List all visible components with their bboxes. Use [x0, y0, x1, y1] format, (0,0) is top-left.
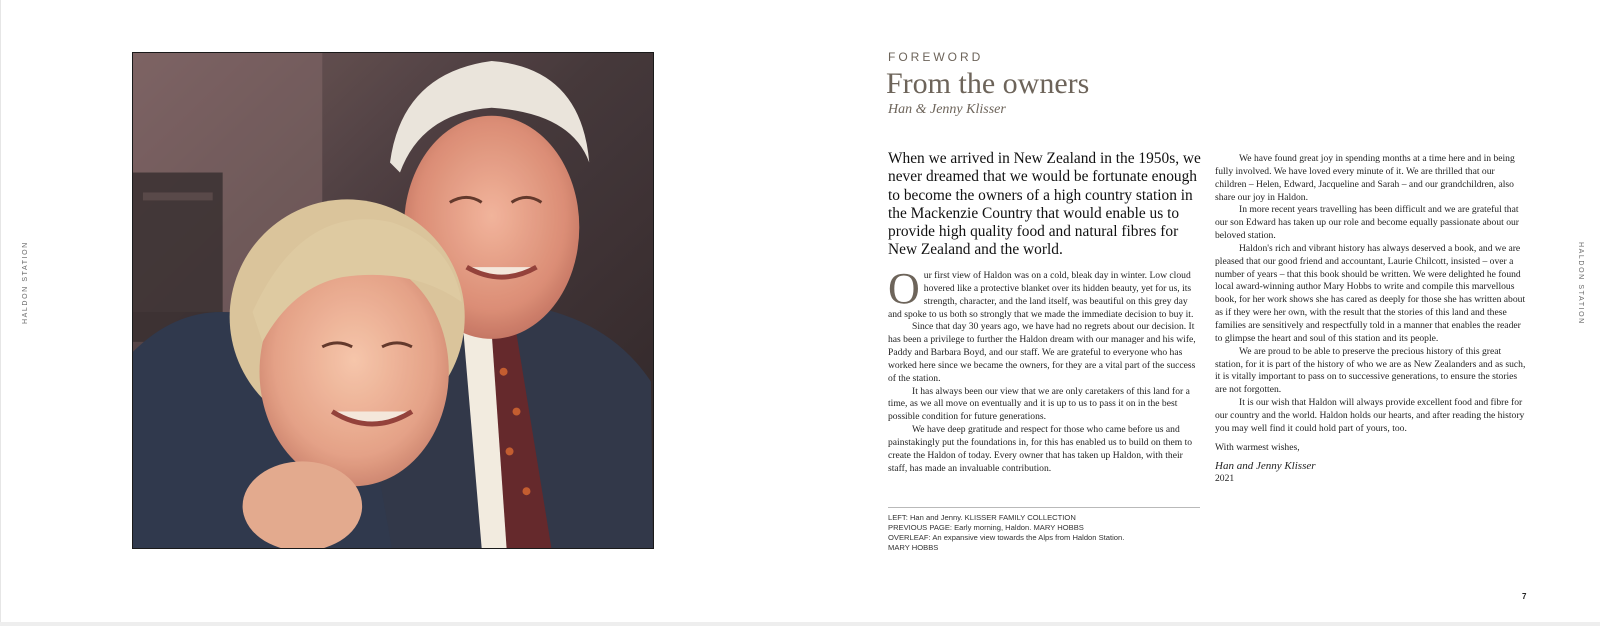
page-number: 7	[1522, 592, 1527, 601]
body-paragraph: We have deep gratitude and respect for those who came before us and painstakingly put the foundations in, for this has enabled us to build on them to create the Haldon of today. Every owner that has taken up Haldon, with their staff, has made an invaluable contribution.	[888, 424, 1193, 474]
byline: Han & Jenny Klisser	[888, 102, 1006, 117]
caption-divider	[888, 507, 1200, 508]
photo-illustration	[133, 53, 653, 548]
page-edge	[0, 0, 1, 626]
right-running-head: HALDON STATION	[1577, 241, 1584, 325]
caption-line: OVERLEAF: An expansive view towards the Alps from Haldon Station.	[888, 533, 1125, 542]
page-bottom-edge	[0, 622, 1600, 626]
signature-year: 2021	[1215, 473, 1235, 485]
closing-line: With warmest wishes,	[1215, 441, 1300, 453]
owners-photo	[132, 52, 654, 549]
body-paragraph: It has always been our view that we are only caretakers of this land for a time, as we all move on eventually and it is up to us to pass it on in the best possible condition for future generations.	[888, 385, 1190, 423]
body-paragraph: We are proud to be able to preserve the precious history of this great station, for it is part of the history of who we are as New Zealanders and as such, it is vitally important to pass on to successive generations, to ensure the stories are not forgotten.	[1215, 345, 1526, 396]
caption-line: MARY HOBBS	[888, 543, 939, 552]
page-title: From the owners	[886, 67, 1090, 100]
drop-cap: O	[888, 264, 920, 313]
section-kicker: FOREWORD	[888, 50, 984, 64]
body-paragraph: Haldon's rich and vibrant history has always deserved a book, and we are pleased that our good friend and accountant, Laurie Chilcott, insisted – over a number of years – that this book should be written. We were delighted he found local award-winning author Mary Hobbs to write and compile this marvellous book, for her work shows she has cared as deeply for those she has written about as if they were her own, with the result that the stories of this land and these families are sensitively and respectfully told in a manner that enables the reader to glimpse the heart and soul of this station and its people.	[1215, 242, 1526, 344]
body-paragraph: It is our wish that Haldon will always provide excellent food and fibre for our country and the world. Haldon holds our hearts, and after reading the history you may well find it could hold part of yours, too.	[1215, 397, 1525, 434]
caption-line: LEFT: Han and Jenny. KLISSER FAMILY COLLECTION	[888, 513, 1076, 522]
body-column-2	[1215, 153, 1527, 486]
body-paragraph: Our first view of Haldon was on a cold, bleak day in winter. Low cloud hovered like a protective blanket over its hidden beauty, yet for us, its strength, character, and the land itself, was beautiful on this grey day and spoke to us both so strongly that we made the immediate decision to buy it.	[888, 264, 1194, 320]
signature: Han and Jenny Klisser	[1215, 460, 1316, 473]
body-paragraph: Since that day 30 years ago, we have had no regrets about our decision. It has been a privilege to further the Haldon dream with our manager and his wife, Paddy and Barbara Boyd, and our staff. We are grateful to everyone who has worked here since we became the owners, for they are a vital part of the success of the station.	[888, 321, 1196, 384]
body-column-1	[888, 264, 1198, 476]
body-paragraph: In more recent years travelling has been difficult and we are grateful that our son Edward has taken up our role and become equally passionate about our beloved station.	[1215, 204, 1519, 242]
left-running-head: HALDON STATION	[22, 241, 29, 325]
body-paragraph: We have found great joy in spending months at a time here and in being fully involved. We have loved every minute of it. We are thrilled that our children – Helen, Edward, Jacqueline and Sarah – and our grandchildren, also share our joy in Haldon.	[1215, 153, 1515, 203]
photo-captions	[888, 513, 1200, 553]
lead-paragraph: When we arrived in New Zealand in the 1950s, we never dreamed that we would be fortunate enough to become the owners of a high country station in the Mackenzie Country that would enable us to provide high quality food and natural fibres for New Zealand and the world.	[888, 150, 1201, 259]
caption-line: PREVIOUS PAGE: Early morning, Haldon. MARY HOBBS	[888, 523, 1084, 532]
